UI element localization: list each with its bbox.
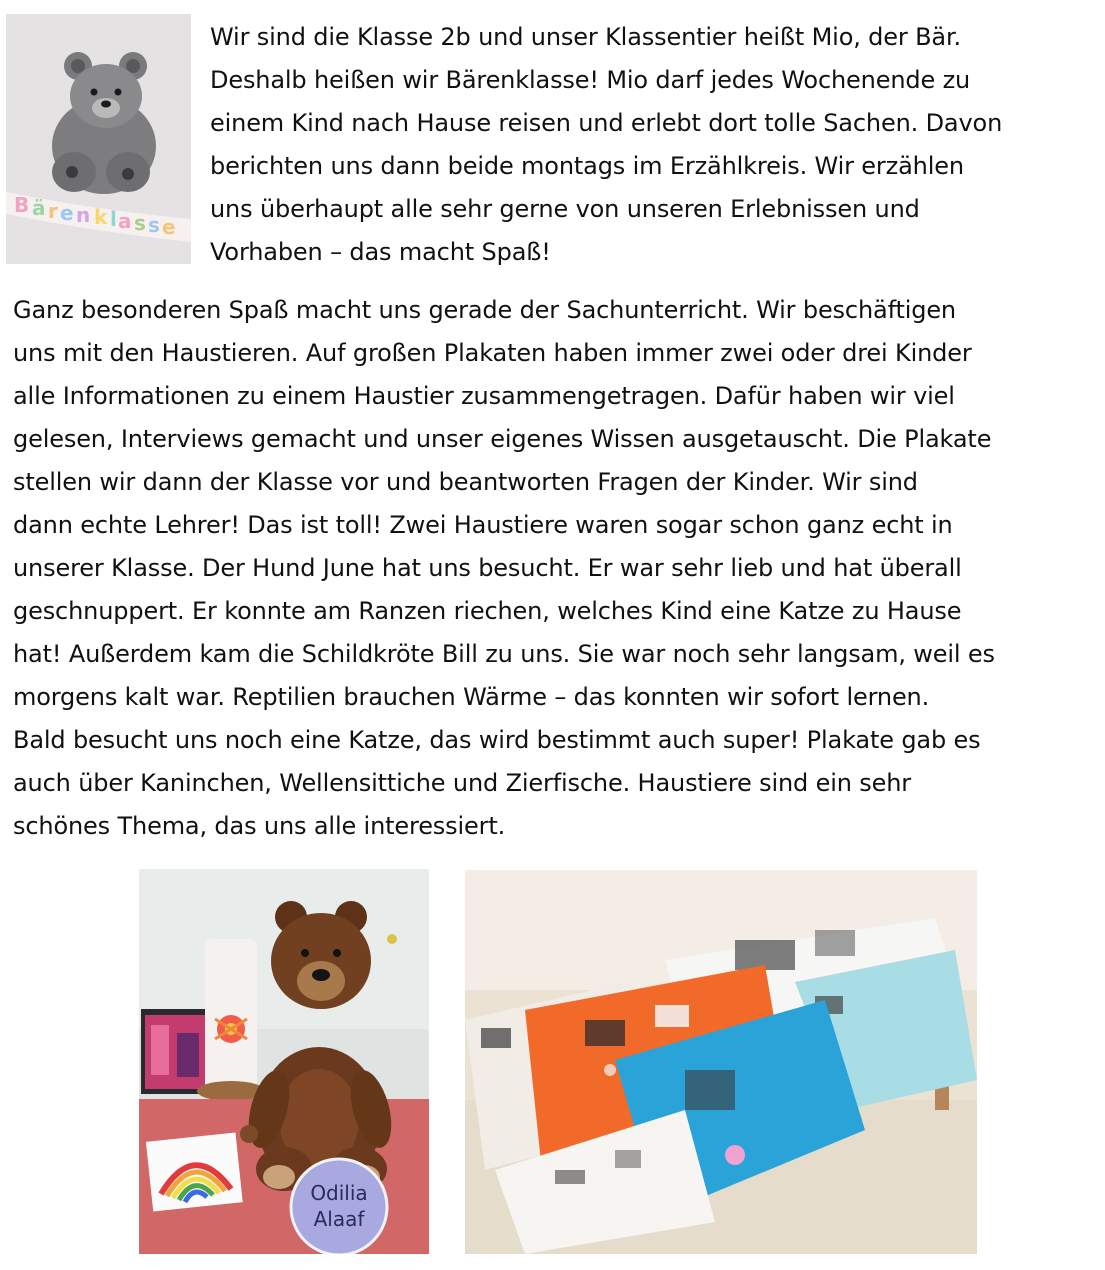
- svg-text:a: a: [118, 209, 132, 233]
- bear-drawing-photo: [6, 14, 191, 264]
- posters-photo: [465, 870, 977, 1254]
- svg-text:n: n: [76, 203, 91, 227]
- svg-text:ä: ä: [32, 196, 46, 220]
- svg-text:r: r: [48, 199, 58, 223]
- sign-line-2: Alaaf: [313, 1207, 365, 1231]
- sign-line-1: Odilia: [310, 1181, 368, 1205]
- svg-text:s: s: [134, 211, 146, 235]
- teddy-bear-photo: [139, 869, 429, 1254]
- svg-text:k: k: [94, 205, 108, 229]
- svg-text:e: e: [60, 201, 74, 225]
- svg-text:l: l: [110, 207, 117, 231]
- svg-text:s: s: [148, 213, 160, 237]
- intro-paragraph: Wir sind die Klasse 2b und unser Klassentier heißt Mio, der Bär. Deshalb heißen wir Bärenklasse! Mio darf jedes Wochenende zu einem Kind nach Hause reisen und erlebt dort tolle Sachen. Davon berichten uns dann beide montags im Erzählkreis. Wir erzählen uns überhaupt alle sehr gerne von unseren Erlebnissen und Vorhaben – das macht Spaß!: [210, 23, 1003, 266]
- svg-text:B: B: [14, 193, 30, 217]
- main-paragraph: Ganz besonderen Spaß macht uns gerade der Sachunterricht. Wir beschäftigen uns mit den Haustieren. Auf großen Plakaten haben immer zwei oder drei Kinder alle Informationen zu einem Haustier zusammengetragen. Dafür haben wir viel gelesen, Interviews gemacht und unser eigenes Wissen ausgetauscht. Die Plakate stellen wir dann der Klasse vor und beantworten Fragen der Kinder. Wir sind dann echte Lehrer! Das ist toll! Zwei Haustiere waren sogar schon ganz echt in unserer Klasse. Der Hund June hat uns besucht. Er war sehr lieb und hat überall geschnuppert. Er konnte am Ranzen riechen, welches Kind eine Katze zu Hause hat! Außerdem kam die Schildkröte Bill zu uns. Sie war noch sehr langsam, weil es morgens kalt war. Reptilien brauchen Wärme – das konnten wir sofort lernen. Bald besucht uns noch eine Katze, das wird bestimmt auch super! Plakate gab es auch über Kaninchen, Wellensittiche und Zierfische. Haustiere sind ein sehr schönes Thema, das uns alle interessiert.: [13, 296, 995, 840]
- svg-text:e: e: [162, 215, 176, 239]
